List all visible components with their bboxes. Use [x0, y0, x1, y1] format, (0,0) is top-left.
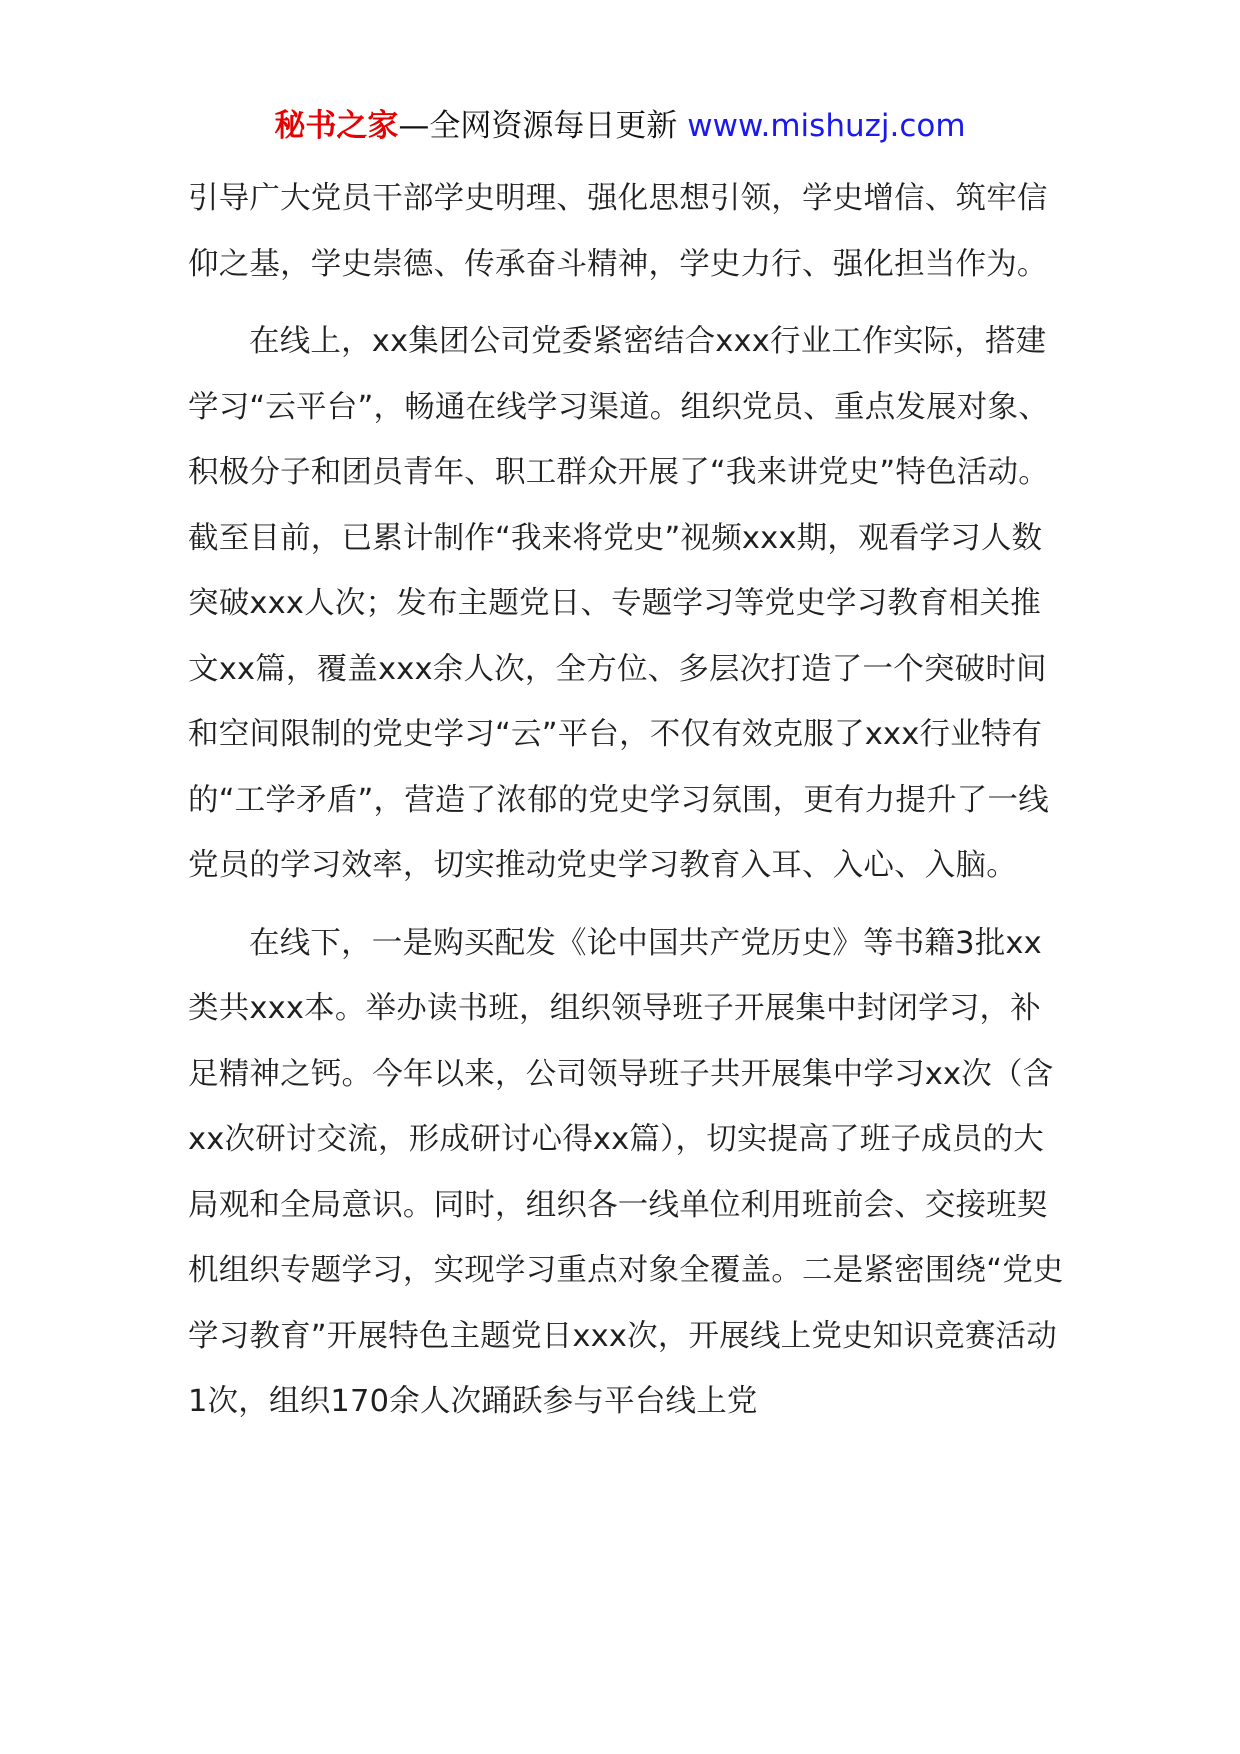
paragraph-offline: 在线下，一是购买配发《论中国共产党历史》等书籍3批xx类共xxx本。举办读书班，组织领导班子开展集中封闭学习，补足精神之钙。今年以来，公司领导班子共开展集中学习xx次（含xx次研讨交流，形成研讨心得xx篇），切实提高了班子成员的大局观和全局意识。同时，组织各一线单位利用班前会、交接班契机组织专题学习，实现学习重点对象全覆盖。二是紧密围绕“党史学习教育”开展特色主题党日xxx次，开展线上党史知识竞赛活动1次，组织170余人次踊跃参与平台线上党: [188, 925, 1064, 1419]
brand-name: 秘书之家: [274, 108, 399, 144]
paragraph-online: 在线上，xx集团公司党委紧密结合xxx行业工作实际，搭建学习“云平台”，畅通在线学习渠道。组织党员、重点发展对象、积极分子和团员青年、职工群众开展了“我来讲党史”特色活动。截至目前，已累计制作“我来将党史”视频xxx期，观看学习人数突破xxx人次；发布主题党日、专题学习等党史学习教育相关推文xx篇，覆盖xxx余人次，全方位、多层次打造了一个突破时间和空间限制的党史学习“云”平台，不仅有效克服了xxx行业特有的“工学矛盾”，营造了浓郁的党史学习氛围，更有力提升了一线党员的学习效率，切实推动党史学习教育入耳、入心、入脑。: [188, 324, 1049, 883]
header-tagline: —全网资源每日更新: [398, 108, 678, 144]
paragraph-continued: 引导广大党员干部学史明理、强化思想引领，学史增信、筑牢信仰之基，学史崇德、传承奋斗精神，学史力行、强化担当作为。: [188, 181, 1048, 282]
page-header: [0, 104, 1240, 148]
document-body: [188, 166, 1068, 1447]
site-url-link[interactable]: www.mishuzj.com: [687, 108, 966, 144]
